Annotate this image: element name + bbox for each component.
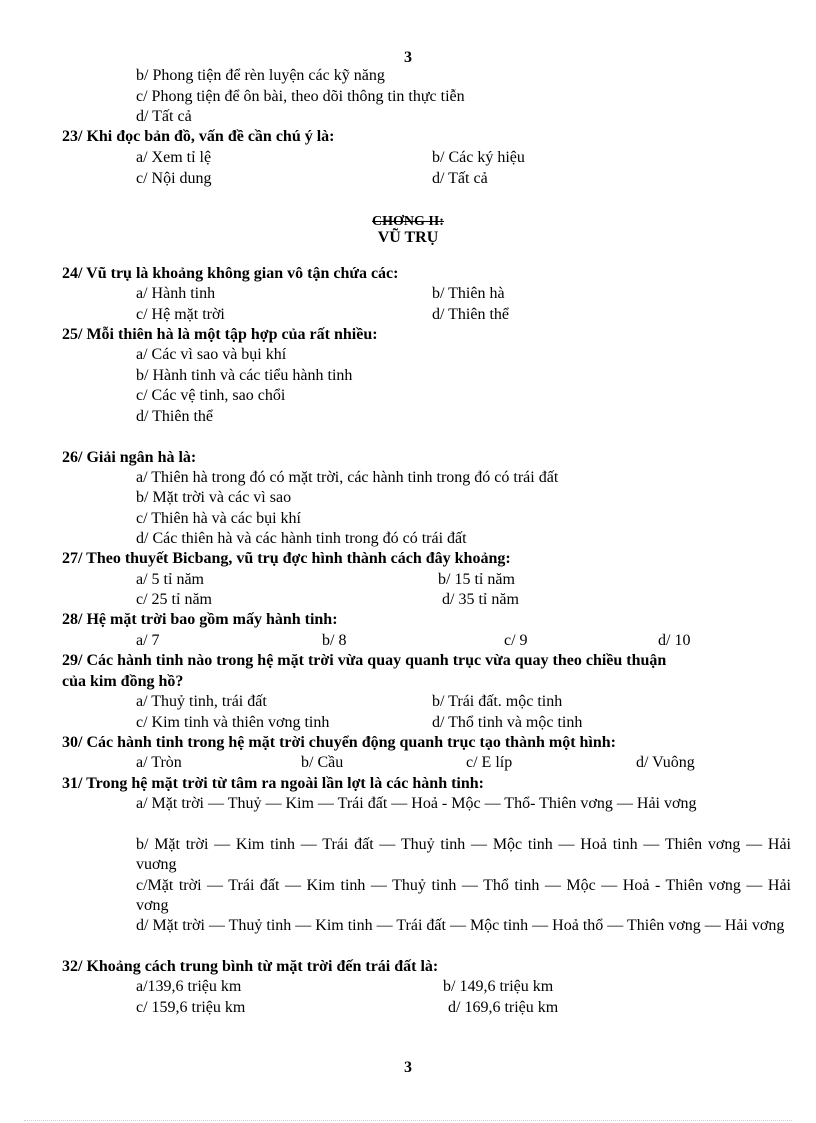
q30-option-b: b/ Cầu bbox=[301, 754, 344, 771]
q25-question: 25/ Mỗi thiên hà là một tập hợp của rất nhiều: bbox=[62, 326, 378, 343]
q23-option-a: a/ Xem tỉ lệ bbox=[136, 149, 212, 166]
q24-option-a: a/ Hành tinh bbox=[136, 285, 216, 302]
q28-option-c: c/ 9 bbox=[504, 632, 528, 649]
page-number-bottom: 3 bbox=[404, 1059, 412, 1076]
q25-option-b: b/ Hành tinh và các tiểu hành tinh bbox=[136, 367, 353, 384]
q32-option-b: b/ 149,6 triệu km bbox=[443, 978, 554, 995]
q26-option-a: a/ Thiên hà trong đó có mặt trời, các hành tinh trong đó có trái đất bbox=[136, 469, 559, 486]
q22-option-c: c/ Phong tiện để ôn bài, theo dõi thông tin thực tiễn bbox=[136, 88, 465, 105]
q30-option-a: a/ Tròn bbox=[136, 754, 182, 771]
q24-option-c: c/ Hệ mặt trời bbox=[136, 306, 225, 323]
q32-option-c: c/ 159,6 triệu km bbox=[136, 999, 246, 1016]
q28-option-d: d/ 10 bbox=[658, 632, 691, 649]
q23-option-d: d/ Tất cả bbox=[432, 170, 488, 187]
q28-option-b: b/ 8 bbox=[322, 632, 347, 649]
q25-option-c: c/ Các vệ tinh, sao chổi bbox=[136, 387, 286, 404]
q28-option-a: a/ 7 bbox=[136, 632, 160, 649]
q29-option-d: d/ Thổ tinh và mộc tinh bbox=[432, 714, 583, 731]
q24-option-d: d/ Thiên thể bbox=[432, 306, 510, 323]
q26-option-c: c/ Thiên hà và các bụi khí bbox=[136, 510, 301, 527]
q32-option-d: d/ 169,6 triệu km bbox=[448, 999, 559, 1016]
q22-option-b: b/ Phong tiện để rèn luyện các kỹ năng bbox=[136, 67, 385, 84]
q31-option-c: c/Mặt trời — Trái đất — Kim tinh — Thuỷ tinh — Thổ tinh — Mộc — Hoả - Thiên vơng — Hải vơng bbox=[136, 877, 791, 914]
q29-question-line1: 29/ Các hành tinh nào trong hệ mặt trời vừa quay quanh trục vừa quay theo chiều thuận bbox=[62, 652, 667, 669]
q31-option-d: d/ Mặt trời — Thuỷ tinh — Kim tinh — Trái đất — Mộc tinh — Hoả thổ — Thiên vơng — Hải vơng bbox=[136, 917, 785, 934]
q30-option-c: c/ E líp bbox=[466, 754, 513, 771]
q29-option-a: a/ Thuỷ tinh, trái đất bbox=[136, 693, 267, 710]
q23-option-c: c/ Nội dung bbox=[136, 170, 212, 187]
q27-option-c: c/ 25 tỉ năm bbox=[136, 591, 212, 608]
q31-question: 31/ Trong hệ mặt trời từ tâm ra ngoài lần lợt là các hành tinh: bbox=[62, 775, 484, 792]
q28-question: 28/ Hệ mặt trời bao gồm mấy hành tinh: bbox=[62, 611, 338, 628]
q30-option-d: d/ Vuông bbox=[636, 754, 695, 771]
page-number-top: 3 bbox=[404, 49, 412, 66]
chapter-title: VŨ TRỤ bbox=[377, 229, 439, 246]
q29-option-c: c/ Kim tinh và thiên vơng tinh bbox=[136, 714, 330, 731]
q27-option-d: d/ 35 tỉ năm bbox=[442, 591, 519, 608]
q26-question: 26/ Giải ngân hà là: bbox=[62, 449, 197, 466]
q23-option-b: b/ Các ký hiệu bbox=[432, 149, 525, 166]
q31-option-a: a/ Mặt trời — Thuỷ — Kim — Trái đất — Hoả - Mộc — Thổ- Thiên vơng — Hải vơng bbox=[136, 795, 697, 812]
q22-option-d: d/ Tất cả bbox=[136, 108, 192, 125]
chapter-label: CHƠNG II: bbox=[372, 214, 444, 229]
q26-option-d: d/ Các thiên hà và các hành tinh trong đó có trái đất bbox=[136, 530, 467, 547]
q24-question: 24/ Vũ trụ là khoảng không gian vô tận chứa các: bbox=[62, 265, 399, 282]
q32-question: 32/ Khoảng cách trung bình từ mặt trời đến trái đất là: bbox=[62, 958, 439, 975]
q25-option-a: a/ Các vì sao và bụi khí bbox=[136, 346, 287, 363]
q27-option-a: a/ 5 tỉ năm bbox=[136, 571, 204, 588]
q23-question: 23/ Khi đọc bản đồ, vấn đề cần chú ý là: bbox=[62, 128, 335, 145]
page-footer-divider bbox=[24, 1120, 792, 1121]
q26-option-b: b/ Mặt trời và các vì sao bbox=[136, 489, 292, 506]
q24-option-b: b/ Thiên hà bbox=[432, 285, 505, 302]
q29-option-b: b/ Trái đất. mộc tinh bbox=[432, 693, 563, 710]
q27-question: 27/ Theo thuyết Bicbang, vũ trụ đợc hình thành cách đây khoảng: bbox=[62, 550, 511, 567]
q27-option-b: b/ 15 tỉ năm bbox=[438, 571, 515, 588]
q30-question: 30/ Các hành tinh trong hệ mặt trời chuyển động quanh trục tạo thành một hình: bbox=[62, 734, 616, 751]
q29-question-line2: của kim đồng hồ? bbox=[62, 673, 184, 690]
q31-option-b: b/ Mặt trời — Kim tinh — Trái đất — Thuỷ tinh — Mộc tinh — Hoả tinh — Thiên vơng — Hải vuơng bbox=[136, 836, 791, 873]
q32-option-a: a/139,6 triệu km bbox=[136, 978, 242, 995]
q25-option-d: d/ Thiên thể bbox=[136, 408, 214, 425]
